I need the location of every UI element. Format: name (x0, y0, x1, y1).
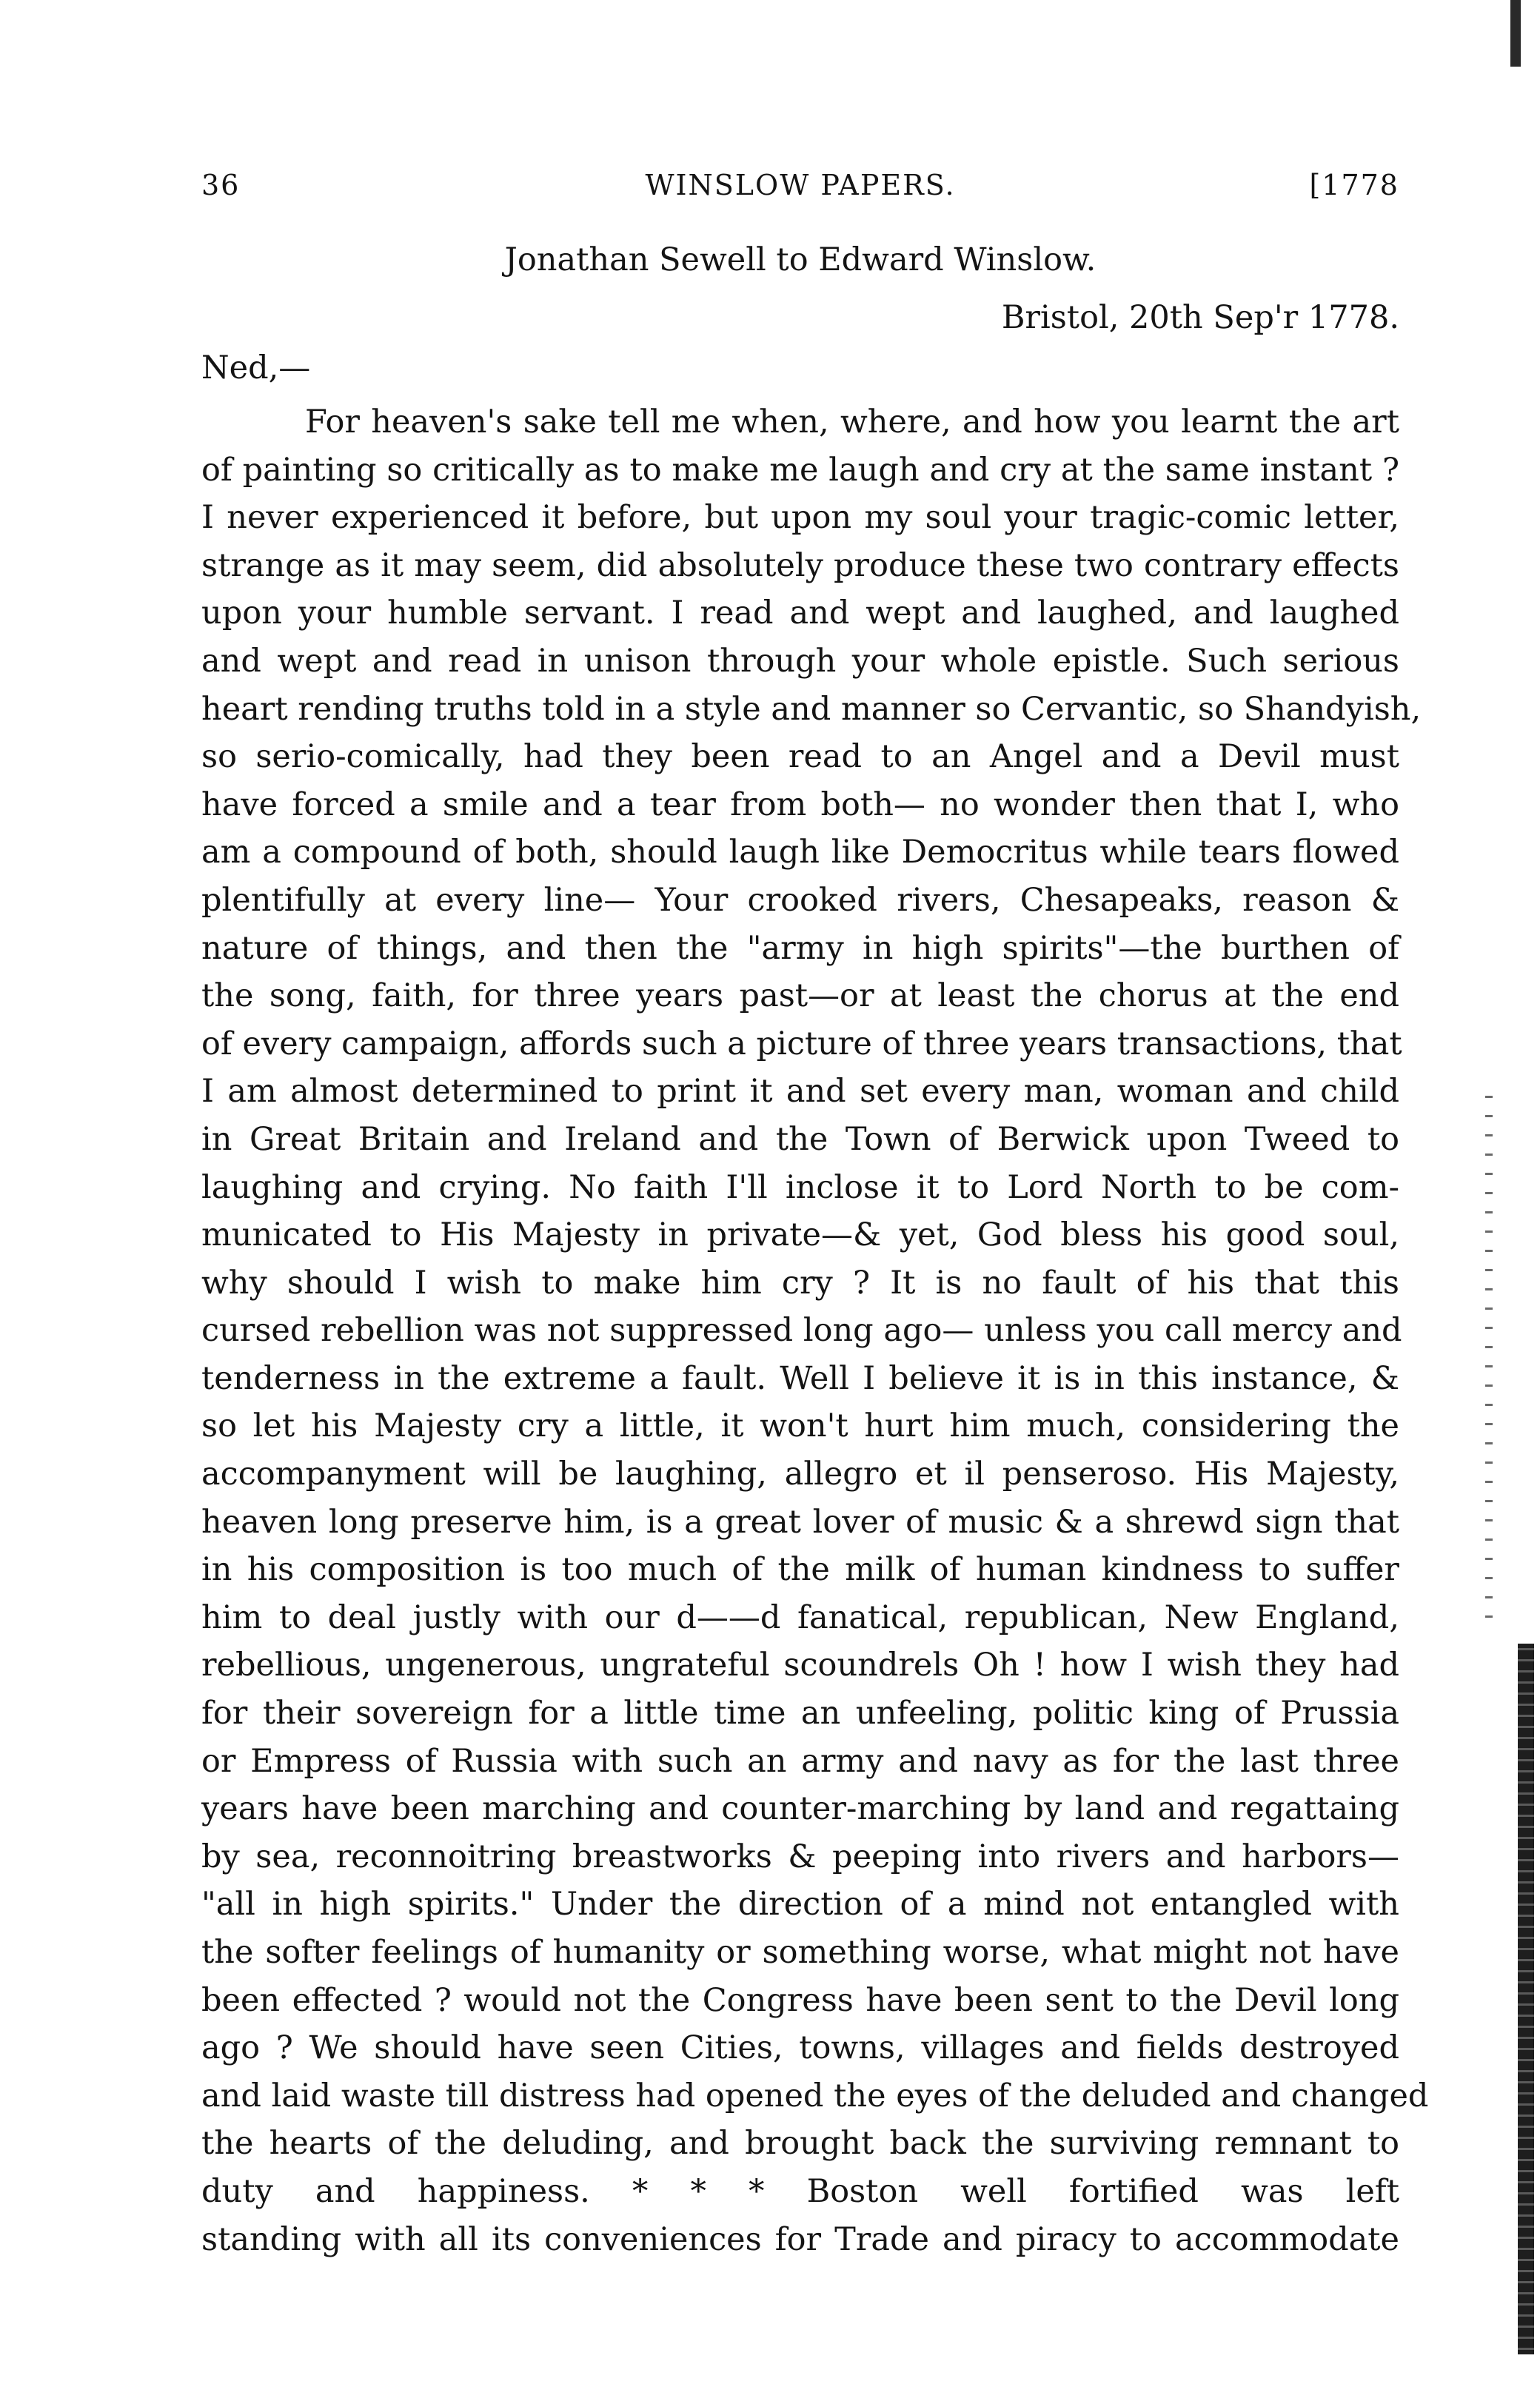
text-line: so serio-comically, had they been read to an Angel and a Devil must (201, 738, 1399, 776)
text-line: been effected ? would not the Congress have been sent to the Devil long (201, 1981, 1399, 2019)
scan-edge-shadow (1518, 1644, 1534, 2354)
text-line: am a compound of both, should laugh like Democritus while tears flowed (201, 834, 1399, 871)
scan-margin-specks (1485, 1096, 1493, 1629)
letter-salutation: Ned,— (201, 349, 311, 386)
page-header (201, 169, 1399, 213)
text-line: ago ? We should have seen Cities, towns, villages and fields destroyed (201, 2029, 1399, 2067)
text-line: have forced a smile and a tear from both— no wonder then that I, who (201, 786, 1399, 823)
text-line: him to deal justly with our d——d fanatical, republican, New England, (201, 1598, 1399, 1636)
text-line: standing with all its conveniences for Trade and piracy to accommodate (201, 2220, 1399, 2258)
text-line: of every campaign, affords such a picture of three years transactions, that (201, 1025, 1402, 1062)
text-line: municated to His Majesty in private—& yet, God bless his good soul, (201, 1216, 1399, 1254)
text-line: I never experienced it before, but upon my soul your tragic-comic letter, (201, 499, 1399, 537)
letter-dateline: Bristol, 20th Sep'r 1778. (1001, 299, 1399, 336)
text-line: accompanyment will be laughing, allegro et il penseroso. His Majesty, (201, 1456, 1399, 1493)
text-line: and wept and read in unison through your whole epistle. Such serious (201, 642, 1399, 680)
text-line: the hearts of the deluding, and brought back the surviving remnant to (201, 2125, 1399, 2163)
text-line: upon your humble servant. I read and wept and laughed, and laughed (201, 595, 1399, 632)
year-mark: [1778 (1309, 169, 1399, 201)
text-line: tenderness in the extreme a fault. Well I believe it is in this instance, & (201, 1359, 1399, 1397)
text-line: for their sovereign for a little time an unfeeling, politic king of Prussia (201, 1695, 1399, 1732)
text-line: so let his Majesty cry a little, it won't hurt him much, considering the (201, 1407, 1399, 1445)
text-line: For heaven's sake tell me when, where, and how you learnt the art (305, 404, 1399, 441)
text-line: cursed rebellion was not suppressed long ago— unless you call mercy and (201, 1312, 1402, 1350)
text-line: in Great Britain and Ireland and the Town of Berwick upon Tweed to (201, 1120, 1399, 1158)
text-line: "all in high spirits." Under the direction of a mind not entangled with (201, 1886, 1399, 1923)
text-line: duty and happiness. * * * Boston well fortified was left (201, 2172, 1399, 2210)
text-line: nature of things, and then the "army in high spirits"—the burthen of (201, 929, 1399, 967)
text-line: the softer feelings of humanity or something worse, what might not have (201, 1934, 1399, 1971)
text-line: of painting so critically as to make me laugh and cry at the same instant ? (201, 451, 1399, 489)
text-line: years have been marching and counter-marching by land and regattaing (201, 1790, 1399, 1828)
text-line: strange as it may seem, did absolutely produce these two contrary effects (201, 546, 1399, 584)
text-line: the song, faith, for three years past—or at least the chorus at the end (201, 977, 1399, 1015)
page-number: 36 (201, 169, 241, 201)
text-line: plentifully at every line— Your crooked rivers, Chesapeaks, reason & (201, 881, 1399, 919)
text-line: why should I wish to make him cry ? It is no fault of his that this (201, 1264, 1399, 1302)
text-line: and laid waste till distress had opened the eyes of the deluded and changed (201, 2077, 1429, 2115)
text-line: heaven long preserve him, is a great lover of music & a shrewd sign that (201, 1503, 1399, 1541)
text-line: laughing and crying. No faith I'll inclose it to Lord North to be com- (201, 1168, 1399, 1206)
running-head: WINSLOW PAPERS. (645, 169, 956, 201)
scan-edge-mark (1510, 0, 1521, 67)
text-line: heart rending truths told in a style and manner so Cervantic, so Shandyish, (201, 690, 1422, 728)
text-line: rebellious, ungenerous, ungrateful scoundrels Oh ! how I wish they had (201, 1647, 1399, 1684)
letter-body (201, 398, 1429, 2263)
text-line: or Empress of Russia with such an army and navy as for the last three (201, 1742, 1399, 1780)
text-line: I am almost determined to print it and set every man, woman and child (201, 1073, 1399, 1111)
text-line: by sea, reconnoitring breastworks & peeping into rivers and harbors— (201, 1838, 1399, 1875)
letter-title: Jonathan Sewell to Edward Winslow. (504, 241, 1097, 278)
text-line: in his composition is too much of the milk of human kindness to suffer (201, 1551, 1399, 1589)
